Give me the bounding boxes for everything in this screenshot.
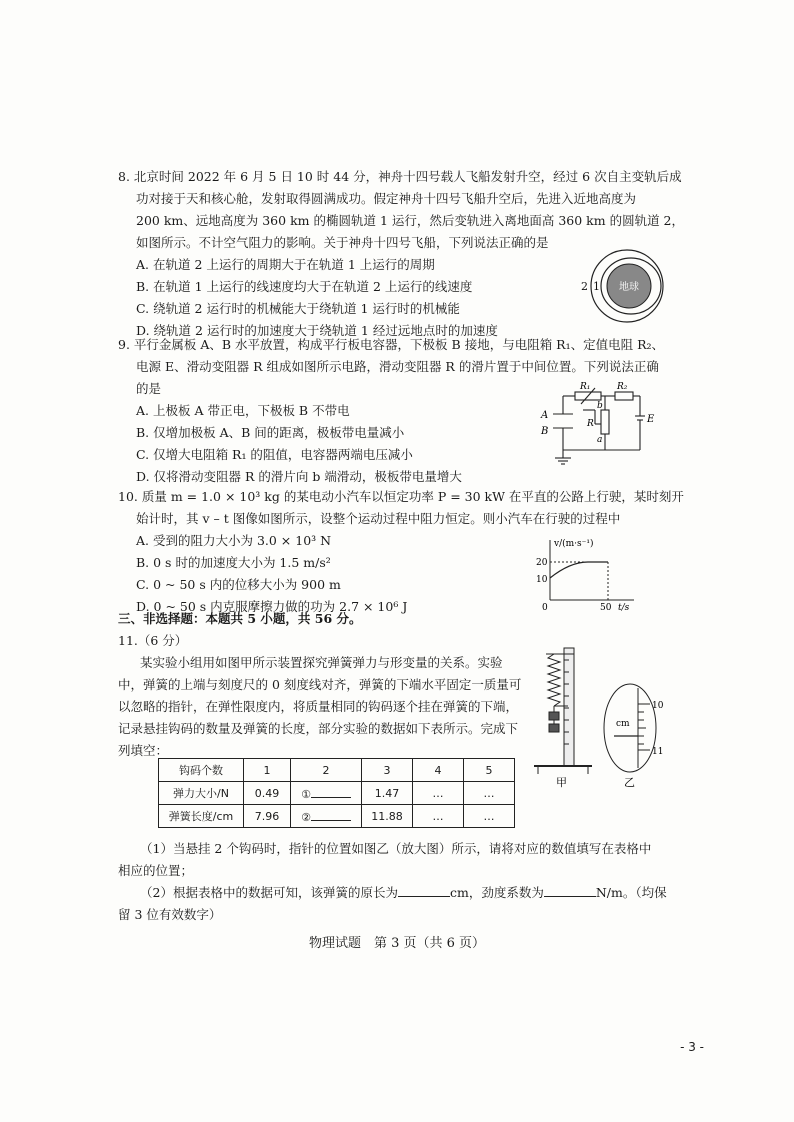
r1-label: R₁ [580, 382, 591, 392]
plate-a-label: A [541, 410, 549, 421]
q8-option-b: B. 在轨道 1 上运行的线速度均大于在轨道 2 上运行的线速度 [136, 279, 473, 294]
terminal-a-label: a [597, 435, 603, 445]
figure-jia-label: 甲 [556, 776, 567, 789]
q11-sub2-text-b: cm，劲度系数为 [449, 885, 544, 900]
q9-line-3: 的是 [136, 381, 162, 396]
table-cell-blank-2 [291, 805, 362, 828]
q10-line-1: 10. 质量 m = 1.0 × 10³ kg 的某电动小汽车以恒定功率 P = 30 kW 在平直的公路上行驶，某时刻开 [118, 489, 684, 504]
table-cell: 4 [413, 759, 464, 782]
blank-1-line[interactable] [311, 785, 351, 798]
q8-line-2: 功对接于天和核心舱，发射取得圆满成功。假定神舟十四号飞船升空后，先进入近地高度为 [136, 191, 637, 206]
magnified-ruler-figure [600, 680, 670, 790]
blank-2-marker: ② [301, 811, 311, 824]
page-footer: 物理试题 第 3 页（共 6 页） [308, 936, 486, 951]
blank-2-line[interactable] [311, 808, 351, 821]
table-cell: 0.49 [244, 782, 291, 805]
table-cell: 1 [244, 759, 291, 782]
table-cell: 5 [464, 759, 515, 782]
table-cell: 7.96 [244, 805, 291, 828]
spring-constant-blank[interactable] [544, 884, 596, 897]
q11-sub2-line-1 [140, 884, 667, 902]
graph-tick-10: 10 [536, 575, 548, 585]
table-cell: 11.88 [362, 805, 413, 828]
table-cell: 2 [291, 759, 362, 782]
q11-sub2-text-a: （2）根据表格中的数据可知，该弹簧的原长为 [140, 885, 398, 900]
orbit-2-label: 2 [581, 280, 588, 293]
table-row [159, 805, 515, 828]
q9-option-a: A. 上极板 A 带正电，下极板 B 不带电 [136, 403, 350, 418]
source-e-label: E [647, 414, 655, 425]
rheostat-label: R [587, 419, 594, 429]
vt-graph [530, 536, 640, 612]
table-row [159, 782, 515, 805]
q9-option-c: C. 仅增大电阻箱 R₁ 的阻值，电容器两端电压减小 [136, 447, 413, 462]
graph-tick-50: 50 [600, 603, 612, 612]
q10-line-2: 始计时，其 v – t 图像如图所示，设整个运动过程中阻力恒定。则小汽车在行驶的过程中 [136, 511, 621, 526]
q11-sub2-text-c: N/m。（均保 [595, 885, 667, 900]
table-cell: … [464, 805, 515, 828]
table-cell: … [413, 805, 464, 828]
circuit-figure [535, 380, 665, 470]
table-cell: 3 [362, 759, 413, 782]
page-number: - 3 - [680, 1040, 704, 1054]
q11-sub2-line-2: 留 3 位有效数字） [118, 907, 222, 922]
table-cell: … [464, 782, 515, 805]
table-row [159, 759, 515, 782]
table-cell: 弹力大小/N [159, 782, 244, 805]
table-cell: 1.47 [362, 782, 413, 805]
q11-line-1: 某实验小组用如图甲所示装置探究弹簧弹力与形变量的关系。实验 [140, 655, 503, 670]
q10-option-a: A. 受到的阻力大小为 3.0 × 10³ N [136, 533, 332, 548]
graph-origin: 0 [542, 603, 548, 612]
terminal-b-label: b [597, 401, 603, 411]
figure-yi-label: 乙 [624, 776, 635, 789]
q8-line-1: 8. 北京时间 2022 年 6 月 5 日 10 时 44 分，神舟十四号载人飞船发射升空，经过 6 次自主变轨后成 [118, 169, 682, 184]
table-cell: … [413, 782, 464, 805]
q11-line-3: 以忽略的指针，在弹性限度内，将质量相同的钩码逐个挂在弹簧的下端， [118, 699, 519, 714]
q8-option-d: D. 绕轨道 2 运行时的加速度大于绕轨道 1 经过远地点时的加速度 [136, 323, 498, 338]
q8-option-a: A. 在轨道 2 上运行的周期大于在轨道 1 上运行的周期 [136, 257, 435, 272]
table-cell: 弹簧长度/cm [159, 805, 244, 828]
q8-line-4: 如图所示。不计空气阻力的影响。关于神舟十四号飞船，下列说法正确的是 [136, 235, 549, 250]
graph-y-label: v/(m·s⁻¹) [554, 539, 594, 549]
original-length-blank[interactable] [398, 884, 450, 897]
table-cell: 钩码个数 [159, 759, 244, 782]
q11-heading: 11.（6 分） [118, 633, 188, 648]
q9-option-d: D. 仅将滑动变阻器 R 的滑片向 b 端滑动，极板带电量增大 [136, 469, 462, 484]
table-cell-blank-1 [291, 782, 362, 805]
q11-line-5: 列填空： [118, 743, 169, 758]
r2-label: R₂ [617, 382, 628, 392]
section-3-heading: 三、非选择题：本题共 5 小题，共 56 分。 [118, 611, 362, 626]
q11-sub1-line-1: （1）当悬挂 2 个钩码时，指针的位置如图乙（放大图）所示，请将对应的数值填写在表格中 [140, 841, 652, 856]
q8-line-3: 200 km、远地高度为 360 km 的椭圆轨道 1 运行，然后变轨进入离地面高 360 km 的圆轨道 2， [136, 213, 684, 228]
ruler-unit-label: cm [616, 719, 630, 729]
q11-line-2: 中，弹簧的上端与刻度尺的 0 刻度线对齐，弹簧的下端水平固定一质量可 [118, 677, 522, 692]
ruler-tick-11: 11 [652, 747, 664, 757]
graph-x-label: t/s [618, 603, 630, 612]
plate-b-label: B [541, 426, 549, 437]
spring-apparatus-figure [528, 640, 598, 790]
graph-tick-20: 20 [536, 558, 548, 568]
earth-label: 地球 [619, 282, 639, 293]
q9-option-b: B. 仅增加极板 A、B 间的距离，极板带电量减小 [136, 425, 405, 440]
blank-1-marker: ① [301, 788, 311, 801]
q11-line-4: 记录悬挂钩码的数量及弹簧的长度，部分实验的数据如下表所示。完成下 [118, 721, 519, 736]
q9-line-1: 9. 平行金属板 A、B 水平放置，构成平行板电容器，下极板 B 接地，与电阻箱 R₁、定值电阻 R₂、 [118, 337, 664, 352]
q11-sub1-line-2: 相应的位置； [118, 863, 194, 878]
orbit-1-label: 1 [593, 280, 600, 293]
q10-option-c: C. 0 ~ 50 s 内的位移大小为 900 m [136, 577, 341, 592]
q8-option-c: C. 绕轨道 2 运行时的机械能大于绕轨道 1 运行时的机械能 [136, 301, 460, 316]
data-table [158, 758, 515, 828]
ruler-tick-10: 10 [652, 701, 664, 711]
q10-option-d: D. 0 ~ 50 s 内克服摩擦力做的功为 2.7 × 10⁶ J [136, 599, 408, 614]
q9-line-2: 电源 E、滑动变阻器 R 组成如图所示电路，滑动变阻器 R 的滑片置于中间位置。下列说法正确 [136, 359, 659, 374]
q10-option-b: B. 0 s 时的加速度大小为 1.5 m/s² [136, 555, 331, 570]
orbit-figure [575, 248, 675, 324]
